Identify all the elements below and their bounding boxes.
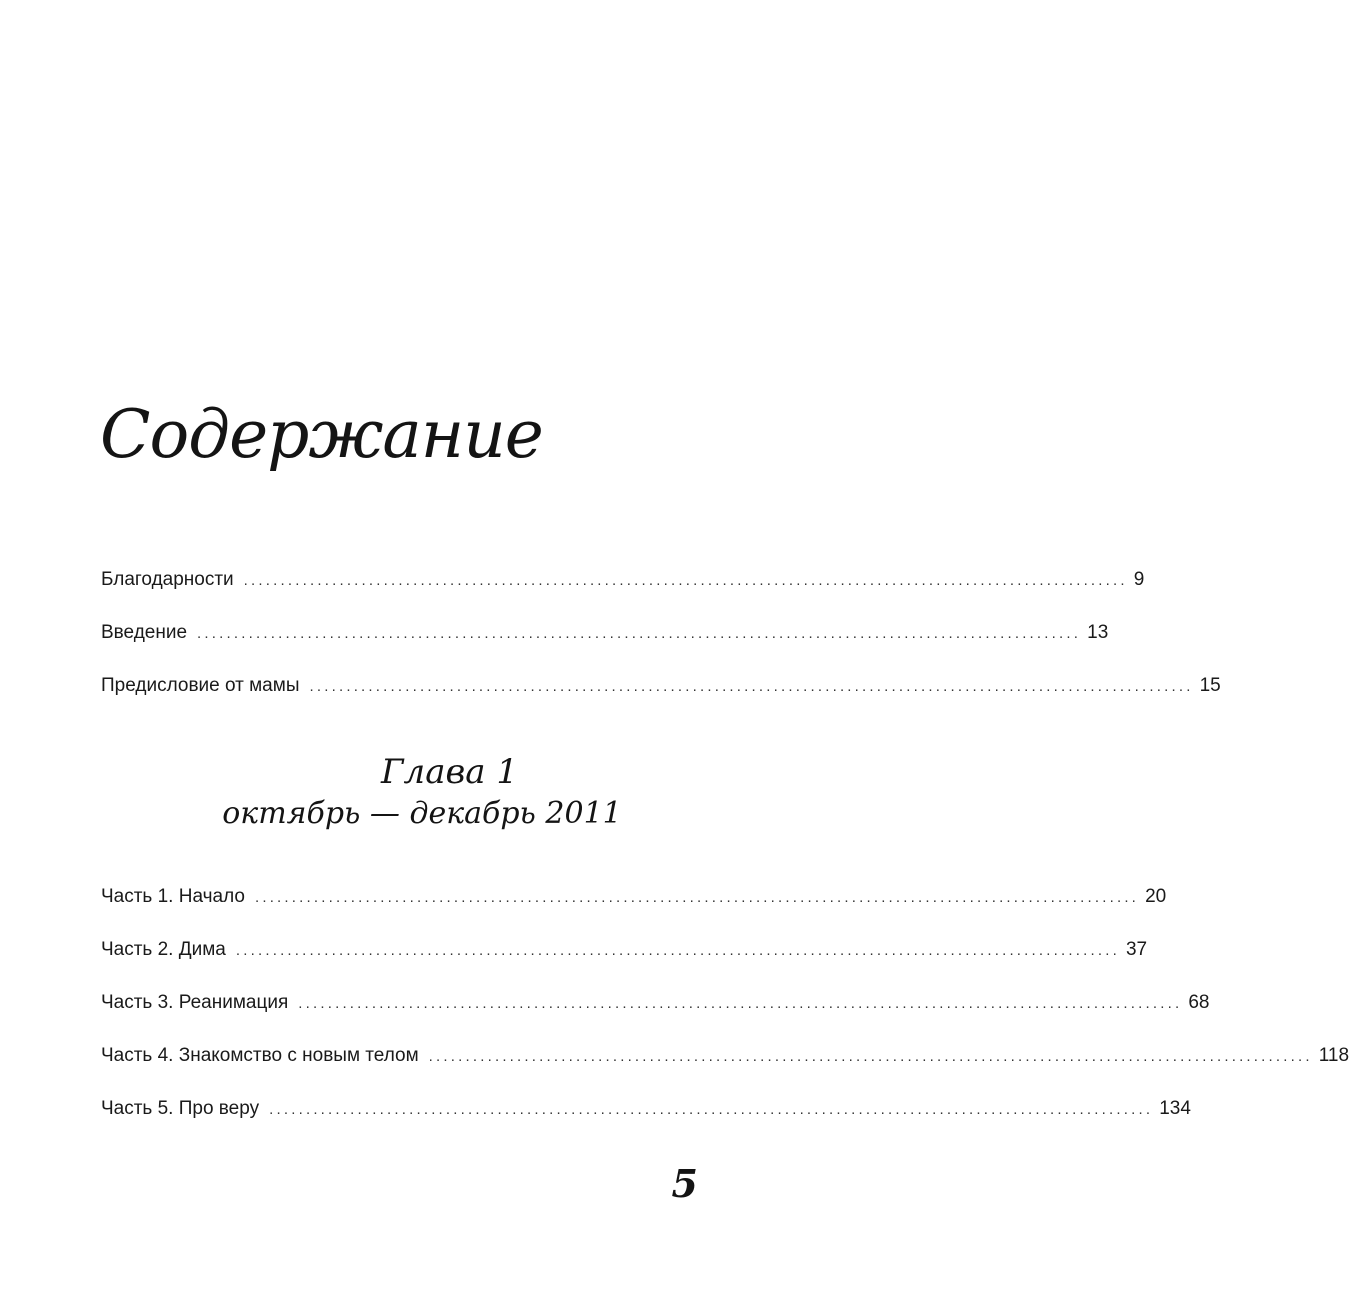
- toc-entry-page: 9: [1133, 569, 1145, 590]
- dot-leader: ........................................................................................................................: [298, 995, 1183, 1012]
- toc-entry-title: Часть 4. Знакомство с новым телом: [101, 1045, 419, 1066]
- toc-entry-part-2[interactable]: [101, 936, 1148, 989]
- toc-chapter1-list: [101, 883, 1349, 1148]
- toc-entry-title: Часть 2. Дима: [101, 939, 226, 960]
- dot-leader: ........................................................................................................................: [197, 625, 1082, 642]
- toc-entry-title: Благодарности: [101, 569, 234, 590]
- dot-leader: ........................................................................................................................: [254, 889, 1140, 906]
- chapter-heading: Глава 1: [381, 752, 518, 792]
- toc-entry-title: Предисловие от мамы: [101, 675, 300, 696]
- chapter-subheading: октябрь — декабрь 2011: [222, 796, 622, 831]
- toc-entry-page: 37: [1125, 939, 1148, 960]
- toc-entry-mother-foreword[interactable]: [101, 672, 1221, 725]
- toc-entry-part-1[interactable]: [101, 883, 1167, 936]
- toc-entry-title: Введение: [101, 622, 188, 643]
- dot-leader: ........................................................................................................................: [309, 678, 1194, 695]
- page-title: Содержание: [100, 396, 543, 473]
- dot-leader: ........................................................................................................................: [243, 572, 1128, 589]
- toc-intro-list: [101, 566, 1221, 725]
- toc-entry-title: Часть 3. Реанимация: [101, 992, 289, 1013]
- toc-entry-introduction[interactable]: [101, 619, 1109, 672]
- toc-entry-page: 20: [1145, 886, 1167, 907]
- toc-entry-page: 68: [1188, 992, 1210, 1013]
- toc-entry-page: 118: [1318, 1045, 1349, 1066]
- dot-leader: ........................................................................................................................: [235, 942, 1120, 959]
- toc-entry-acknowledgements[interactable]: [101, 566, 1145, 619]
- page-number: 5: [671, 1161, 698, 1206]
- toc-entry-page: 13: [1087, 622, 1109, 643]
- toc-entry-page: 15: [1199, 675, 1221, 696]
- toc-entry-page: 134: [1159, 1098, 1191, 1119]
- dot-leader: ........................................................................................................................: [428, 1048, 1313, 1065]
- toc-entry-part-5[interactable]: [101, 1095, 1191, 1148]
- toc-entry-title: Часть 1. Начало: [101, 886, 245, 907]
- dot-leader: ........................................................................................................................: [269, 1101, 1154, 1118]
- toc-entry-part-3[interactable]: [101, 989, 1210, 1042]
- toc-entry-title: Часть 5. Про веру: [101, 1098, 260, 1119]
- toc-entry-part-4[interactable]: [101, 1042, 1349, 1095]
